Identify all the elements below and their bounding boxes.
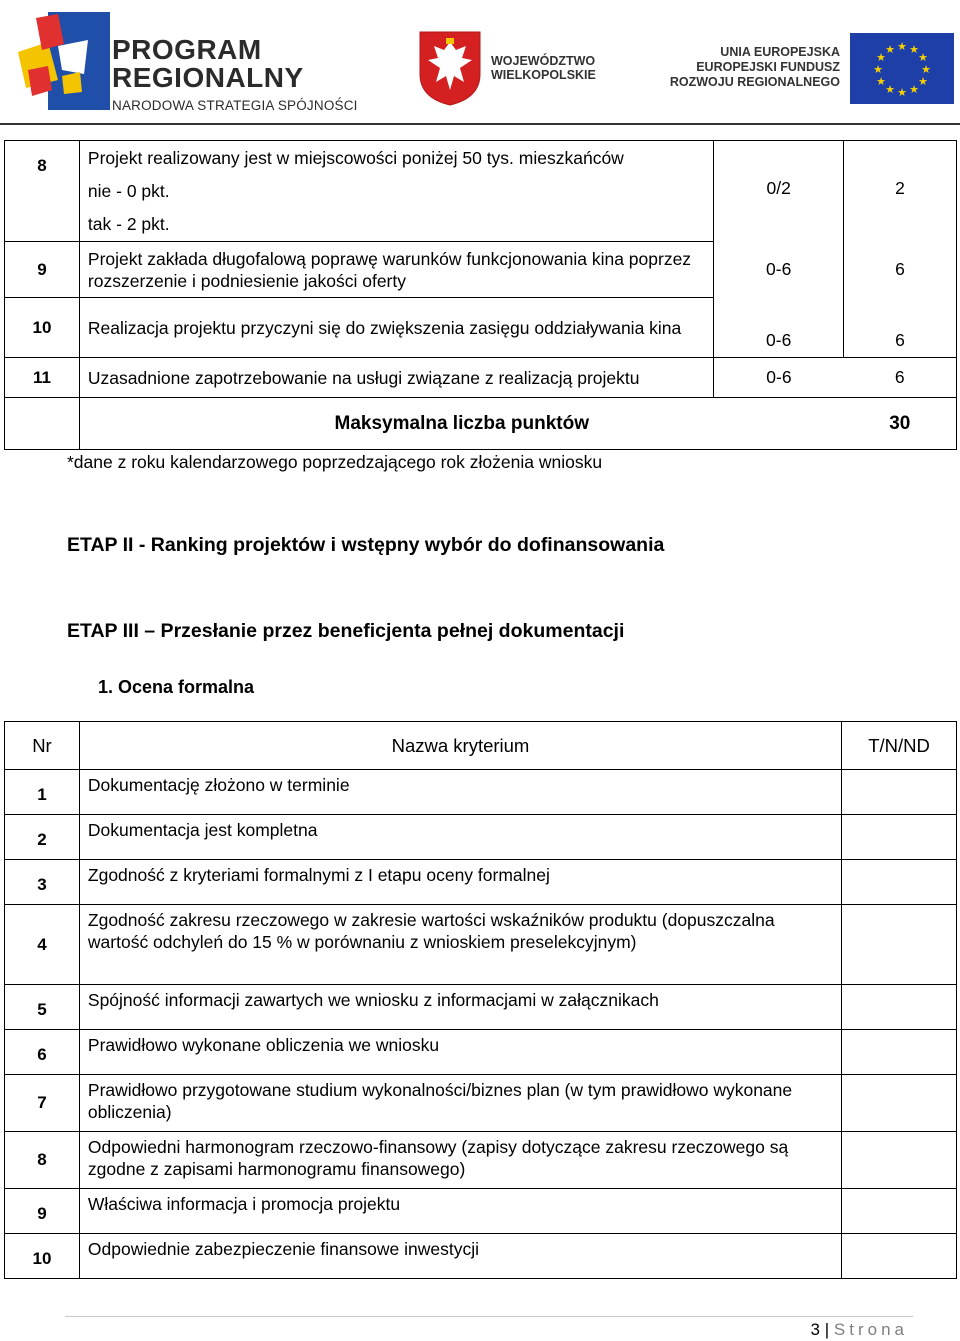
page-header	[0, 0, 960, 124]
ue-line2: EUROPEJSKI FUNDUSZ	[696, 60, 840, 74]
row-number: 5	[5, 985, 80, 1030]
points-max: 6	[844, 298, 957, 358]
points-range: 0-6	[714, 298, 844, 358]
row-number: 4	[5, 905, 80, 985]
result-cell[interactable]	[842, 1234, 957, 1279]
table-row	[5, 1234, 957, 1279]
result-cell[interactable]	[842, 770, 957, 815]
woj-line2: WIELKOPOLSKIE	[491, 68, 596, 82]
program-regionalny-logo	[18, 10, 110, 112]
criterion-text: Dokumentacja jest kompletna	[79, 815, 841, 860]
result-cell[interactable]	[842, 1075, 957, 1132]
row-number: 10	[5, 1234, 80, 1279]
table-row	[5, 298, 957, 358]
header-row	[5, 722, 957, 770]
result-cell[interactable]	[842, 1132, 957, 1189]
page-word: Strona	[833, 1320, 908, 1339]
row-number: 1	[5, 770, 80, 815]
table-row	[5, 141, 957, 242]
criterion-text: Odpowiednie zabezpieczenie finansowe inwestycji	[79, 1234, 841, 1279]
svg-text:★: ★	[909, 43, 919, 56]
col-header-criterion: Nazwa kryterium	[79, 722, 841, 770]
col-header-result: T/N/ND	[842, 722, 957, 770]
table-row	[5, 770, 957, 815]
wojewodztwo-label	[491, 54, 596, 82]
formal-criteria-table	[4, 721, 957, 1279]
svg-text:★: ★	[921, 63, 931, 76]
eu-flag-icon	[850, 33, 954, 104]
svg-text:★: ★	[897, 40, 907, 53]
ue-line3: ROZWOJU REGIONALNEGO	[669, 75, 840, 89]
etap3-heading: ETAP III – Przesłanie przez beneficjenta pełnej dokumentacji	[67, 620, 625, 642]
row-number: 3	[5, 860, 80, 905]
result-cell[interactable]	[842, 1189, 957, 1234]
page-footer	[811, 1320, 908, 1340]
result-cell[interactable]	[842, 815, 957, 860]
svg-text:★: ★	[876, 51, 886, 64]
criterion-option: tak - 2 pkt.	[87, 213, 170, 234]
table-row	[5, 860, 957, 905]
svg-text:★: ★	[918, 75, 928, 88]
points-table	[4, 140, 957, 450]
criterion-text: Uzasadnione zapotrzebowanie na usługi związane z realizacją projektu	[79, 358, 713, 398]
criterion-line: Projekt realizowany jest w miejscowości poniżej 50 tys. mieszkańców	[87, 147, 624, 168]
criterion-text	[79, 141, 713, 242]
points-max: 2	[844, 141, 957, 242]
svg-text:★: ★	[873, 63, 883, 76]
etap2-heading: ETAP II - Ranking projektów i wstępny wybór do dofinansowania	[67, 534, 665, 556]
footer-separator: |	[824, 1320, 830, 1339]
program-title-line1: PROGRAM	[112, 34, 262, 65]
criterion-text: Realizacja projektu przyczyni się do zwiększenia zasięgu oddziaływania kina	[79, 298, 713, 358]
table-row	[5, 358, 957, 398]
row-number: 11	[5, 358, 80, 398]
criterion-text: Dokumentację złożono w terminie	[79, 770, 841, 815]
points-range: 0-6	[714, 358, 844, 398]
criterion-text: Projekt zakłada długofalową poprawę warunków funkcjonowania kina poprzez rozszerzenie i podniesienie jakości oferty	[79, 242, 713, 298]
criterion-text: Prawidłowo przygotowane studium wykonalności/biznes plan (w tym prawidłowo wykonane obliczenia)	[79, 1075, 841, 1132]
criterion-text: Spójność informacji zawartych we wniosku z informacjami w załącznikach	[79, 985, 841, 1030]
table-row	[5, 1075, 957, 1132]
program-subtitle: NARODOWA STRATEGIA SPÓJNOŚCI	[112, 98, 358, 113]
svg-text:★: ★	[876, 75, 886, 88]
program-regionalny-wordmark	[112, 36, 358, 113]
section-heading: 1. Ocena formalna	[98, 677, 255, 697]
criterion-option: nie - 0 pkt.	[87, 180, 170, 201]
total-value: 30	[844, 398, 957, 450]
footer-divider	[65, 1316, 913, 1317]
criterion-text: Właściwa informacja i promocja projektu	[79, 1189, 841, 1234]
total-spacer	[5, 398, 80, 450]
svg-text:★: ★	[885, 83, 895, 96]
criterion-text: Zgodność z kryteriami formalnymi z I etapu oceny formalnej	[79, 860, 841, 905]
page-number: 3	[810, 1320, 821, 1339]
row-number: 6	[5, 1030, 80, 1075]
row-number: 2	[5, 815, 80, 860]
table-row	[5, 1030, 957, 1075]
svg-text:★: ★	[885, 43, 895, 56]
result-cell[interactable]	[842, 985, 957, 1030]
svg-text:★: ★	[909, 83, 919, 96]
row-number: 9	[5, 242, 80, 298]
result-cell[interactable]	[842, 905, 957, 985]
points-range: 0/2	[714, 141, 844, 242]
eu-fund-label	[662, 45, 840, 90]
criterion-text: Odpowiedni harmonogram rzeczowo-finansowy (zapisy dotyczące zakresu rzeczowego są zgodne z zapisami harmonogramu finansowego)	[79, 1132, 841, 1189]
criterion-text: Zgodność zakresu rzeczowego w zakresie wartości wskaźników produktu (dopuszczalna wartość odchyleń do 15 % w porównaniu z wnioskiem preselekcyjnym)	[79, 905, 841, 985]
row-number: 8	[5, 1132, 80, 1189]
points-max: 6	[844, 358, 957, 398]
footnote: *dane z roku kalendarzowego poprzedzającego rok złożenia wniosku	[67, 452, 603, 472]
table-row	[5, 1189, 957, 1234]
header-divider	[0, 123, 960, 125]
result-cell[interactable]	[842, 860, 957, 905]
table-row	[5, 815, 957, 860]
table-row	[5, 905, 957, 985]
program-title-line2: REGIONALNY	[112, 62, 304, 93]
row-number: 9	[5, 1189, 80, 1234]
svg-text:★: ★	[918, 51, 928, 64]
table-row	[5, 1132, 957, 1189]
row-number: 7	[5, 1075, 80, 1132]
col-header-nr: Nr	[5, 722, 80, 770]
wielkopolska-eagle-crest-icon	[418, 30, 482, 106]
woj-line1: WOJEWÓDZTWO	[491, 54, 596, 68]
row-number-value: 8	[37, 156, 47, 175]
table-row	[5, 242, 957, 298]
row-number: 10	[5, 298, 80, 358]
criterion-text: Prawidłowo wykonane obliczenia we wniosku	[79, 1030, 841, 1075]
total-row	[5, 398, 957, 450]
result-cell[interactable]	[842, 1030, 957, 1075]
table-row	[5, 985, 957, 1030]
total-label: Maksymalna liczba punktów	[79, 398, 843, 450]
row-number	[5, 141, 80, 242]
ue-line1: UNIA EUROPEJSKA	[720, 45, 840, 59]
svg-text:★: ★	[897, 86, 907, 99]
points-max: 6	[844, 242, 957, 298]
points-range: 0-6	[714, 242, 844, 298]
